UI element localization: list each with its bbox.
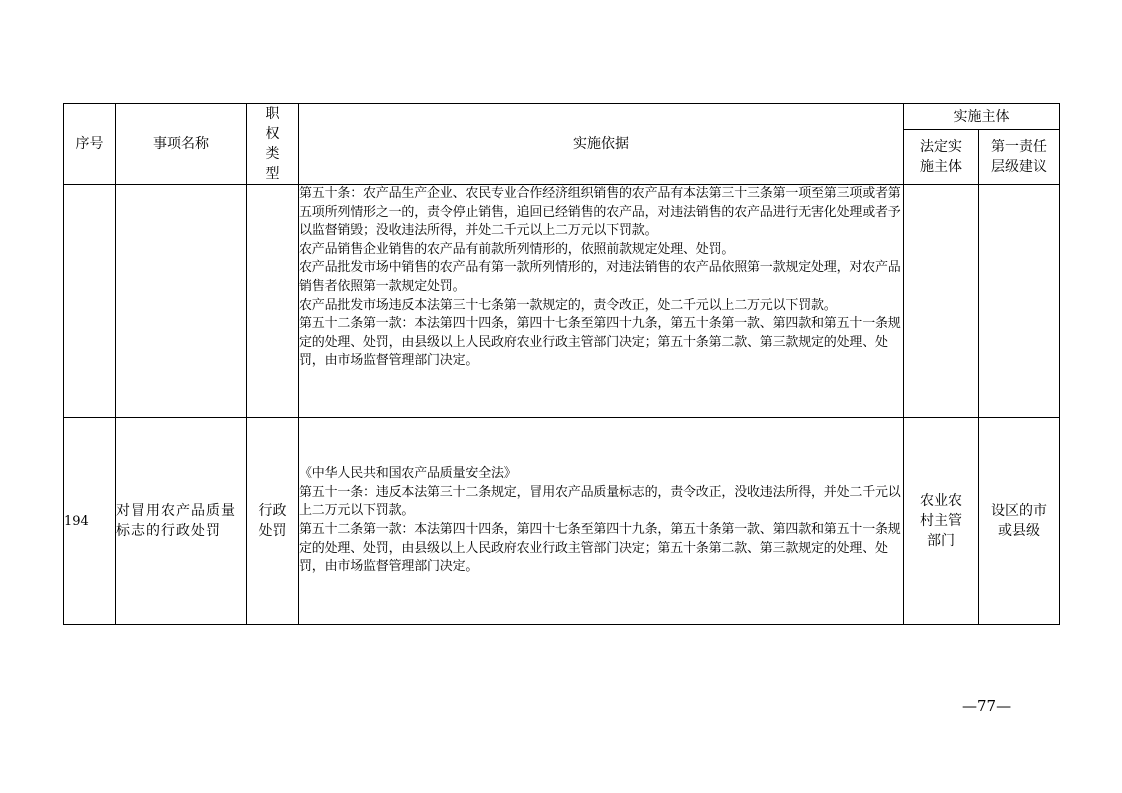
row-name: 对冒用农产品质量标志的行政处罚 (116, 418, 247, 625)
basis-line: 农产品批发市场中销售的农产品有第一款所列情形的，对违法销售的农产品依照第一款规定处理，对农产品销售者依照第一款规定处罚。 (299, 260, 901, 294)
row-first-resp (979, 185, 1060, 418)
header-name: 事项名称 (116, 104, 247, 185)
row-basis (299, 418, 904, 625)
header-legal-subject: 法定实施主体 (904, 130, 979, 185)
basis-line: 第五十二条第一款：本法第四十四条，第四十七条至第四十九条，第五十条第一款、第四款和第五十一条规定的处理、处罚，由县级以上人民政府农业行政主管部门决定；第五十条第二款、第三款规定的处理、处罚，由市场监督管理部门决定。 (299, 522, 901, 575)
page-number: —77— (962, 697, 1012, 715)
regulation-table (63, 103, 1060, 625)
basis-line: 第五十一条：违反本法第三十二条规定，冒用农产品质量标志的，责令改正，没收违法所得，并处二千元以上二万元以下罚款。 (299, 484, 901, 519)
header-basis: 实施依据 (299, 104, 904, 185)
header-seq: 序号 (64, 104, 116, 185)
basis-line: 第五十条：农产品生产企业、农民专业合作经济组织销售的农产品有本法第三十三条第一项至第三项或者第五项所列情形之一的，责令停止销售，追回已经销售的农产品，对违法销售的农产品进行无害化处理或者予以监督销毁；没收违法所得，并处二千元以上二万元以下罚款。 (299, 186, 901, 239)
table-row (64, 418, 1060, 625)
row-seq: 194 (64, 418, 116, 625)
basis-line: 农产品批发市场违反本法第三十七条第一款规定的，责令改正，处二千元以上二万元以下罚款。 (299, 297, 837, 313)
row-basis (299, 185, 904, 418)
header-first-resp: 第一责任层级建议 (979, 130, 1060, 185)
basis-line: 第五十二条第一款：本法第四十四条，第四十七条至第四十九条，第五十条第一款、第四款和第五十一条规定的处理、处罚，由县级以上人民政府农业行政主管部门决定；第五十条第二款、第三款规定的处理、处罚，由市场监督管理部门决定。 (299, 316, 901, 369)
basis-line: 农产品销售企业销售的农产品有前款所列情形的，依照前款规定处理、处罚。 (299, 241, 735, 257)
row-legal-subject (904, 185, 979, 418)
header-type: 职权类型 (247, 104, 299, 185)
basis-line: 《中华人民共和国农产品质量安全法》 (299, 466, 517, 482)
row-legal-subject: 农业农村主管部门 (904, 418, 979, 625)
row-name (116, 185, 247, 418)
row-first-resp: 设区的市或县级 (979, 418, 1060, 625)
row-seq (64, 185, 116, 418)
row-type (247, 185, 299, 418)
row-type: 行政处罚 (247, 418, 299, 625)
table-row (64, 185, 1060, 418)
header-subject-group: 实施主体 (904, 104, 1060, 130)
